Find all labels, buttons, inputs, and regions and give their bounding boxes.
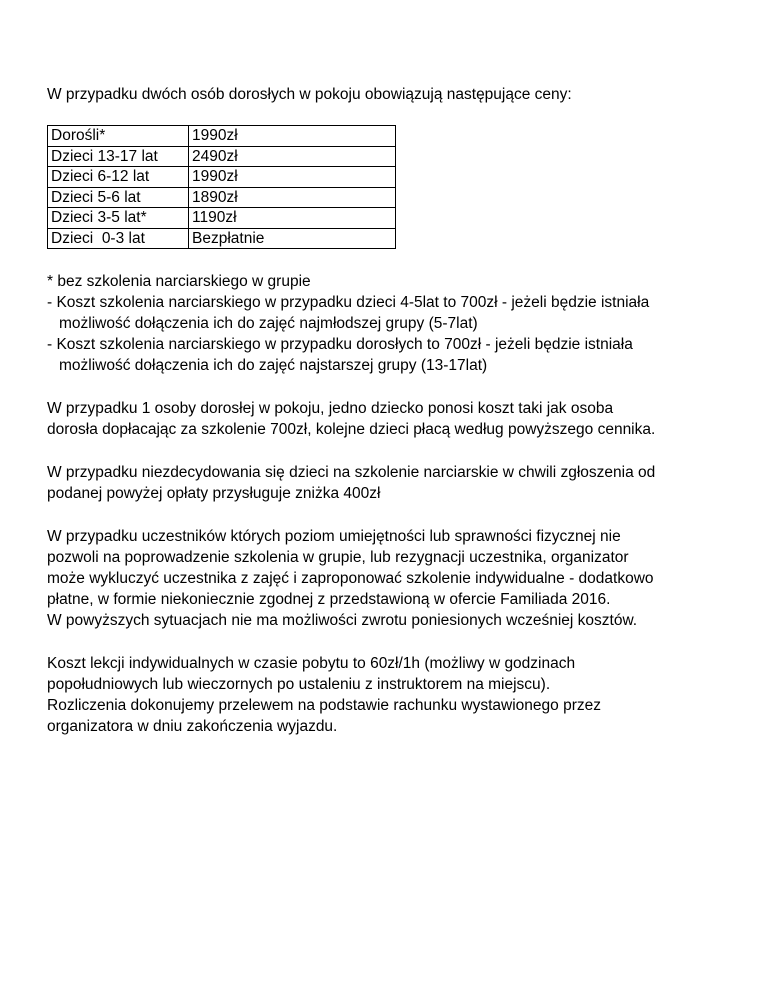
table-row xyxy=(48,208,396,229)
note-line: - Koszt szkolenia narciarskiego w przypadku dzieci 4-5lat to 700zł - jeżeli będzie istniała xyxy=(47,294,650,311)
document-page xyxy=(47,84,727,759)
note-line: możliwość dołączenia ich do zajęć najstarszej grupy (13-17lat) xyxy=(59,357,488,374)
paragraph-line: W przypadku uczestników których poziom umiejętności lub sprawności fizycznej nie xyxy=(47,528,621,545)
table-row xyxy=(48,187,396,208)
category-cell: Dzieci 13-17 lat xyxy=(48,146,189,167)
paragraph-line: może wykluczyć uczestnika z zajęć i zaproponować szkolenie indywidualne - dodatkowo xyxy=(47,570,654,587)
table-row xyxy=(48,228,396,249)
paragraph-line: organizatora w dniu zakończenia wyjazdu. xyxy=(47,718,338,735)
paragraph-line: W przypadku 1 osoby dorosłej w pokoju, jedno dziecko ponosi koszt taki jak osoba xyxy=(47,400,614,417)
price-cell: 1890zł xyxy=(189,187,396,208)
price-cell: 1190zł xyxy=(189,208,396,229)
paragraph-line: W przypadku niezdecydowania się dzieci na szkolenie narciarskie w chwili zgłoszenia od xyxy=(47,464,656,481)
price-notes xyxy=(47,271,727,376)
price-cell: Bezpłatnie xyxy=(189,228,396,249)
discount-paragraph xyxy=(47,462,727,504)
paragraph-line: pozwoli na poprowadzenie szkolenia w grupie, lub rezygnacji uczestnika, organizator xyxy=(47,549,629,566)
table-row xyxy=(48,146,396,167)
category-cell: Dzieci 3-5 lat* xyxy=(48,208,189,229)
category-cell: Dorośli* xyxy=(48,126,189,147)
table-row xyxy=(48,126,396,147)
note-line: możliwość dołączenia ich do zajęć najmłodszej grupy (5-7lat) xyxy=(59,315,478,332)
price-table xyxy=(47,125,396,249)
category-cell: Dzieci 6-12 lat xyxy=(48,167,189,188)
category-cell: Dzieci 0-3 lat xyxy=(48,228,189,249)
paragraph-line: W powyższych sytuacjach nie ma możliwości zwrotu poniesionych wcześniej kosztów. xyxy=(47,612,638,629)
note-line: - Koszt szkolenia narciarskiego w przypadku dorosłych to 700zł - jeżeli będzie istniała xyxy=(47,336,633,353)
paragraph-line: popołudniowych lub wieczornych po ustaleniu z instruktorem na miejscu). xyxy=(47,676,551,693)
single-adult-paragraph xyxy=(47,398,727,440)
exclusion-paragraph xyxy=(47,526,727,631)
price-heading: W przypadku dwóch osób dorosłych w pokoju obowiązują następujące ceny: xyxy=(47,86,572,103)
price-cell: 1990zł xyxy=(189,167,396,188)
paragraph-line: podanej powyżej opłaty przysługuje zniżka 400zł xyxy=(47,485,381,502)
paragraph-line: płatne, w formie niekoniecznie zgodnej z przedstawioną w ofercie Familiada 2016. xyxy=(47,591,611,608)
category-cell: Dzieci 5-6 lat xyxy=(48,187,189,208)
paragraph-line: Koszt lekcji indywidualnych w czasie pobytu to 60zł/1h (możliwy w godzinach xyxy=(47,655,576,672)
price-cell: 2490zł xyxy=(189,146,396,167)
price-cell: 1990zł xyxy=(189,126,396,147)
paragraph-line: dorosła dopłacając za szkolenie 700zł, kolejne dzieci płacą według powyższego cennika. xyxy=(47,421,656,438)
paragraph-line: Rozliczenia dokonujemy przelewem na podstawie rachunku wystawionego przez xyxy=(47,697,601,714)
table-row xyxy=(48,167,396,188)
individual-lessons-paragraph xyxy=(47,653,727,737)
note-line: * bez szkolenia narciarskiego w grupie xyxy=(47,273,311,290)
